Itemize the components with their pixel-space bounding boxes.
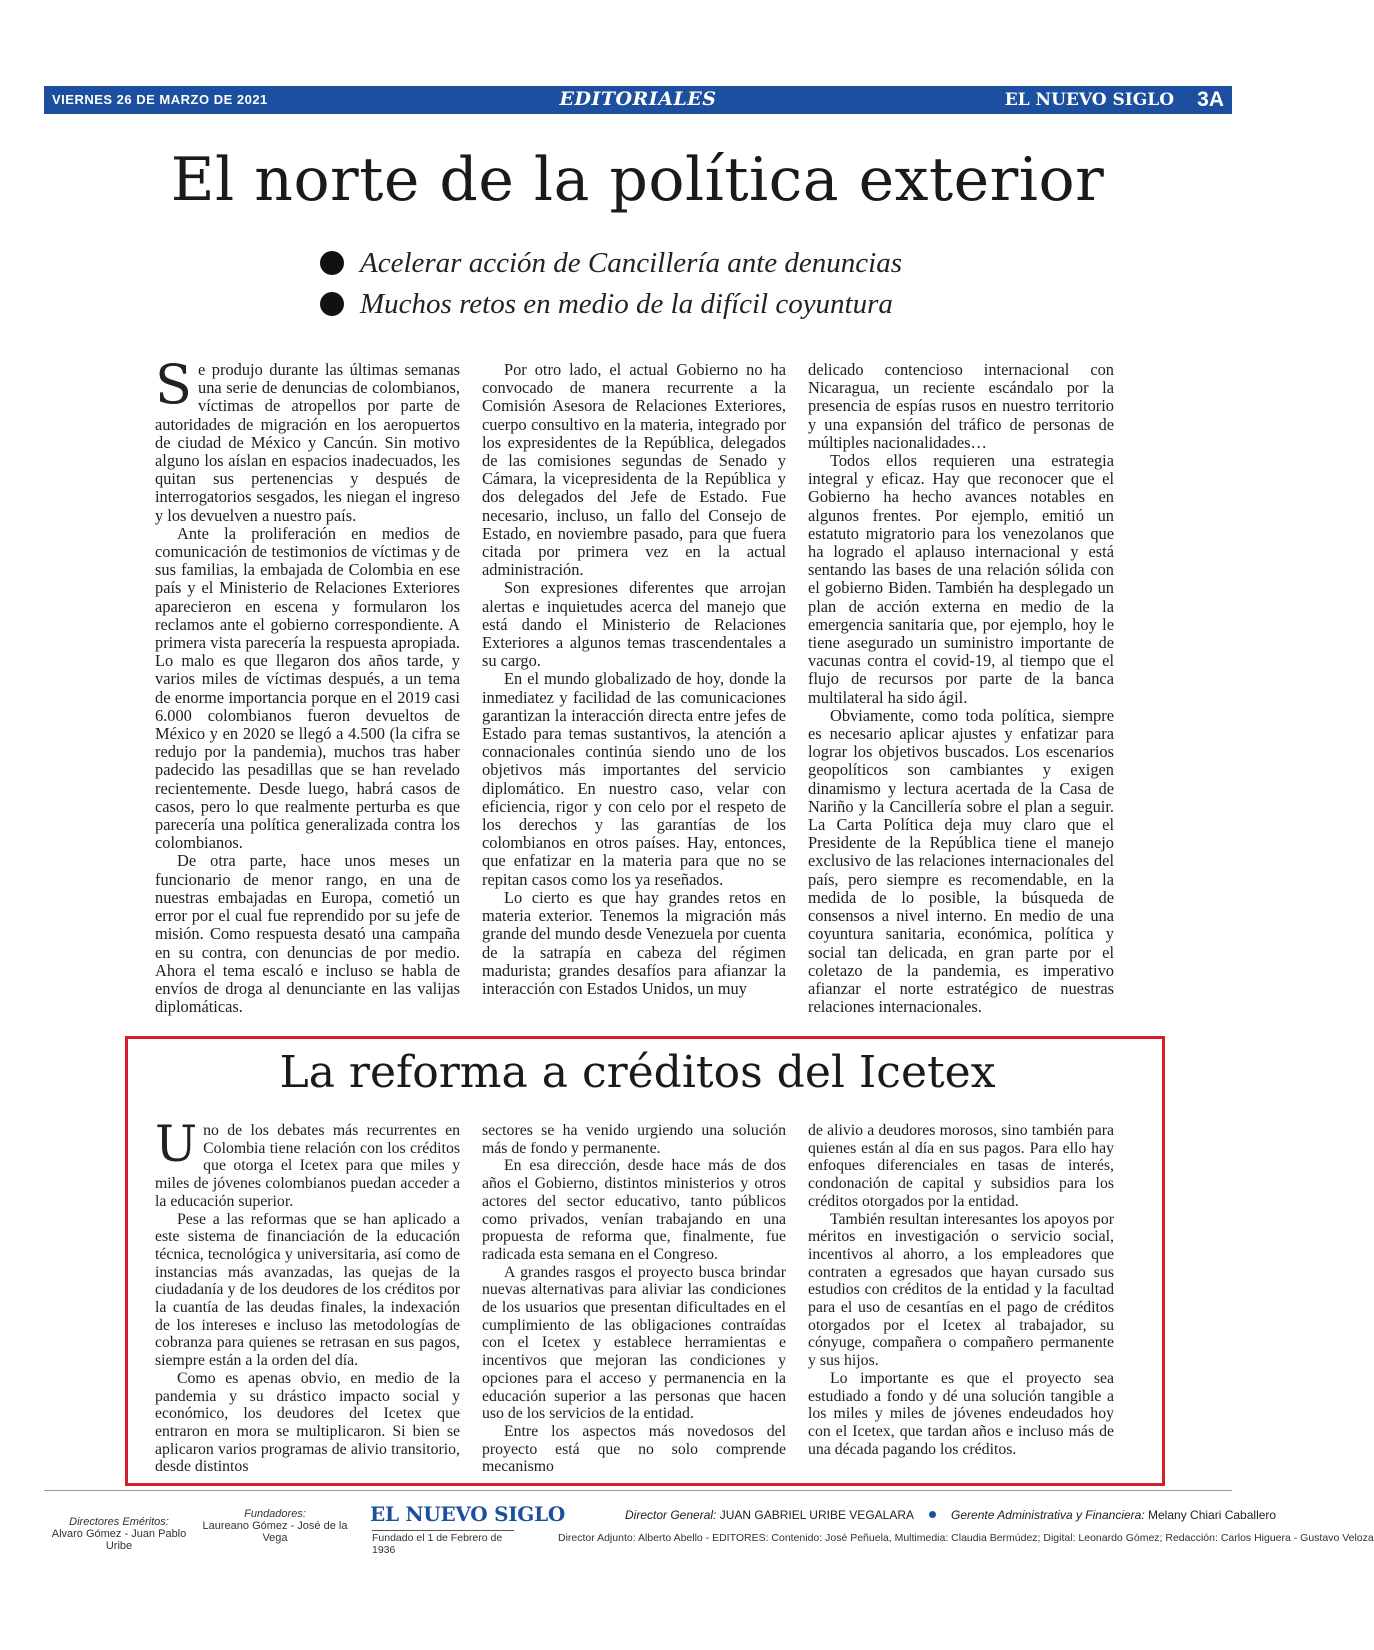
drop-cap: S xyxy=(155,353,192,416)
bullet-item xyxy=(320,243,902,284)
newspaper-brand: EL NUEVO SIGLO xyxy=(1004,90,1174,110)
bullet-dot-icon xyxy=(320,251,344,275)
paragraph: Por otro lado, el actual Gobierno no ha convocado de manera recurrente a la Comisión Asesora de Relaciones Exteriores, cuerpo consultivo en la materia, integrado por los expresidentes de la República, delegados de las comisiones segundas de Senado y Cámara, la vicepresidenta de la República y dos delegados del Jefe de Estado. Fue necesario, incluso, un fallo del Consejo de Estado, en noviembre pasado, para que fuera citada por primera vez en la actual administración. xyxy=(482,360,786,580)
editorial-headline: El norte de la política exterior xyxy=(170,145,1105,215)
editorial2-column-2 xyxy=(482,1122,786,1476)
director-general-name: JUAN GABRIEL URIBE VEGALARA xyxy=(719,1508,914,1522)
paragraph: En esa dirección, desde hace más de dos años el Gobierno, distintos ministerios y otros actores del sector educativo, tanto públicos como privados, venían trabajando en una propuesta de reforma que, finalmente, fue radicada esta semana en el Congreso. xyxy=(482,1157,786,1263)
paragraph: Todos ellos requieren una estrategia integral y eficaz. Hay que reconocer que el Gobierno ha hecho avances notables en algunos frentes. Por ejemplo, emitió un estatuto migratorio para los venezolanos que ha logrado el aplauso internacional y está sentando las bases de una relación sólida con el gobierno Biden. También ha desplegado un plan de acción externa en medio de la emergencia sanitaria que, por ejemplo, hoy le tiene asegurado un suministro importante de vacunas contra el covid-19, al tiempo que el flujo de recursos por parte de la banca multilateral ha sido ágil. xyxy=(808,451,1114,707)
founded-date: Fundado el 1 de Febrero de 1936 xyxy=(372,1530,514,1556)
paragraph: Uno de los debates más recurrentes en Colombia tiene relación con los créditos que otorga el Icetex para que miles y miles de jóvenes colombianos puedan acceder a la educación superior. xyxy=(155,1115,460,1210)
page-header-band xyxy=(44,86,1232,114)
footer-logo: EL NUEVO SIGLO xyxy=(370,1502,565,1526)
paragraph: sectores se ha venido urgiendo una solución más de fondo y permanente. xyxy=(482,1122,786,1157)
editors-line: Director Adjunto: Alberto Abello - EDITORES: Contenido: José Peñuela, Multimedia: Claudia Bermúdez; Digital: Leonardo Gómez; Redacción: Carlos Higuera - Gustavo Veloza xyxy=(558,1532,1374,1544)
paragraph: de alivio a deudores morosos, sino también para quienes están al día en sus pagos. Para ello hay enfoques diferenciales en tasas de interés, condonación de capital y subsidios para los créditos otorgados por la entidad. xyxy=(808,1122,1114,1210)
footer-divider xyxy=(44,1490,1232,1491)
paragraph: Ante la proliferación en medios de comunicación de testimonios de víctimas y de sus familias, la embajada de Colombia en ese país y el Ministerio de Relaciones Exteriores aparecieron en escena y formularon los reclamos ante el gobierno correspondiente. A primera vista parecería la respuesta apropiada. Lo malo es que llegaron dos años tarde, y varios miles de víctimas después, a un tema de enorme importancia porque en el 2019 casi 6.000 colombianos fueron devueltos de México y en 2020 se llegó a 4.500 (la cifra se redujo por la pandemia), muchos tras haber padecido las pesadillas que se han revelado recientemente. Desde luego, habrá casos de casos, pero lo que realmente perturba es que parecería una política generalizada contra los colombianos. xyxy=(155,523,460,853)
paragraph: Lo importante es que el proyecto sea estudiado a fondo y dé una solución tangible a los miles y miles de jóvenes endeudados hoy con el Icetex, que tardan años e incluso más de una década pagando los créditos. xyxy=(808,1369,1114,1458)
paragraph: También resultan interesantes los apoyos por méritos en investigación o servicio social, incentivos al ahorro, a los empleadores que contraten a egresados que hayan cursado sus estudios con créditos de la entidad y la facultad para el uso de cesantías en el pago de créditos otorgados por el Icetex al trabajador, su cónyuge, compañera o compañero permanente y sus hijos. xyxy=(808,1210,1114,1370)
paragraph: Se produjo durante las últimas semanas una serie de denuncias de colombianos, víctimas de atropellos por parte de autoridades de migración en los aeropuertos de ciudad de México y Cancún. Sin motivo alguno los aíslan en espacios inadecuados, les quitan sus pertenencias y después de interrogatorios sesgados, les niegan el ingreso y los devuelven a nuestro país. xyxy=(155,353,460,525)
paragraph: En el mundo globalizado de hoy, donde la inmediatez y facilidad de las comunicaciones garantizan la interacción directa entre jefes de Estado para temas sustantivos, la atención a connacionales continúa siendo uno de los objetivos más importantes del servicio diplomático. En nuestro caso, velar con eficiencia, rigor y con celo por el respeto de los derechos y las garantías de los colombianos en otros países. Hay, entonces, que enfatizar en la materia para que no se repitan casos como los ya reseñados. xyxy=(482,669,786,889)
directores-names: Alvaro Gómez - Juan Pablo Uribe xyxy=(51,1528,187,1552)
fundadores xyxy=(200,1508,350,1544)
section-title: EDITORIALES xyxy=(559,88,717,110)
editorial1-column-3 xyxy=(808,361,1114,1016)
gerente-label: Gerente Administrativa y Financiera: xyxy=(951,1508,1145,1522)
gerente-name: Melany Chiari Caballero xyxy=(1148,1508,1277,1522)
editorial2-column-3 xyxy=(808,1122,1114,1458)
paragraph: Pese a las reformas que se han aplicado a este sistema de financiación de la educación técnica, tecnológica y universitaria, así como de instancias más avanzadas, las quejas de la ciudadanía y de los deudores de los créditos por la cuantía de las deudas finales, la indexación de los intereses e incluso las metodologías de cobranza para quienes se retrasan en sus pagos, siempre están a la orden del día. xyxy=(155,1210,460,1370)
bullet-item xyxy=(320,284,902,325)
directores-label: Directores Eméritos: xyxy=(69,1516,169,1528)
paragraph: Como es apenas obvio, en medio de la pandemia y su drástico impacto social y económico, los deudores del Icetex que entraron en mora se multiplicaron. Si bien se aplicaron varios programas de alivio transitorio, desde distintos xyxy=(155,1369,460,1476)
fundadores-label: Fundadores: xyxy=(244,1508,306,1520)
paragraph: Lo cierto es que hay grandes retos en materia exterior. Tenemos la migración más grande del mundo desde Venezuela por cuenta de la satrapía en cabeza del régimen madurista; grandes desafíos para afianzar la interacción con Estados Unidos, un muy xyxy=(482,887,786,998)
bullet-text: Acelerar acción de Cancillería ante denuncias xyxy=(360,247,902,279)
editorial2-column-1 xyxy=(155,1115,460,1476)
bullet-text: Muchos retos en medio de la difícil coyuntura xyxy=(360,288,893,320)
fundadores-names: Laureano Gómez - José de la Vega xyxy=(202,1520,348,1544)
director-general-label: Director General: xyxy=(625,1508,717,1522)
paragraph: Obviamente, como toda política, siempre es necesario aplicar ajustes y enfatizar para lograr los objetivos buscados. Los escenarios geopolíticos son cambiantes y exigen dinamismo y lectura acertada de la Casa de Nariño y la Cancillería sobre el plan a seguir. La Carta Política deja muy claro que el Presidente de la República tiene el manejo exclusivo de las relaciones internacionales del país, pero siempre es recomendable, en la medida de lo posible, la búsqueda de consensos a nivel interno. En medio de una coyuntura sanitaria, económica, política y social tan delicada, en gran parte por el coletazo de la pandemia, es imperativo afianzar el norte estratégico de nuestras relaciones internacionales. xyxy=(808,705,1114,1017)
icetex-headline: La reforma a créditos del Icetex xyxy=(279,1047,996,1098)
directores-emeritos xyxy=(44,1516,194,1552)
editorial1-column-2 xyxy=(482,361,786,998)
paragraph: Son expresiones diferentes que arrojan alertas e inquietudes acerca del manejo que está dando el Ministerio de Relaciones Exteriores a algunos temas trascendentales a su cargo. xyxy=(482,578,786,671)
paragraph: De otra parte, hace unos meses un funcionario de menor rango, en una de nuestras embajadas en Europa, cometió un error por el cual fue reprendido por su jefe de misión. Como respuesta desató una campaña en su contra, con denuncias de por medio. Ahora el tema escaló e incluso se habla de envíos de droga al denunciante en las valijas diplomáticas. xyxy=(155,851,460,1017)
drop-cap: U xyxy=(155,1115,198,1173)
editorial1-column-1 xyxy=(155,353,460,1017)
bullet-separator-icon xyxy=(929,1511,936,1518)
issue-date: VIERNES 26 DE MARZO DE 2021 xyxy=(52,92,268,107)
headline-bullets xyxy=(320,243,902,325)
paragraph: A grandes rasgos el proyecto busca brindar nuevas alternativas para aliviar las condiciones de los usuarios que presentan dificultades en el cumplimiento de las obligaciones contraídas con el Icetex y establece herramientas e incentivos que mejoran las condiciones y opciones para el acceso y permanencia en la educación superior a las personas que hacen uso de los servicios de la entidad. xyxy=(482,1263,786,1423)
paragraph: delicado contencioso internacional con Nicaragua, un reciente escándalo por la presencia de espías rusos en nuestro territorio y una expansión del tráfico de personas de múltiples nacionalidades… xyxy=(808,360,1114,452)
director-general-line xyxy=(625,1508,1276,1522)
bullet-dot-icon xyxy=(320,292,344,316)
paragraph: Entre los aspectos más novedosos del proyecto está que no solo comprende mecanismo xyxy=(482,1422,786,1476)
page-number: 3A xyxy=(1197,88,1224,111)
